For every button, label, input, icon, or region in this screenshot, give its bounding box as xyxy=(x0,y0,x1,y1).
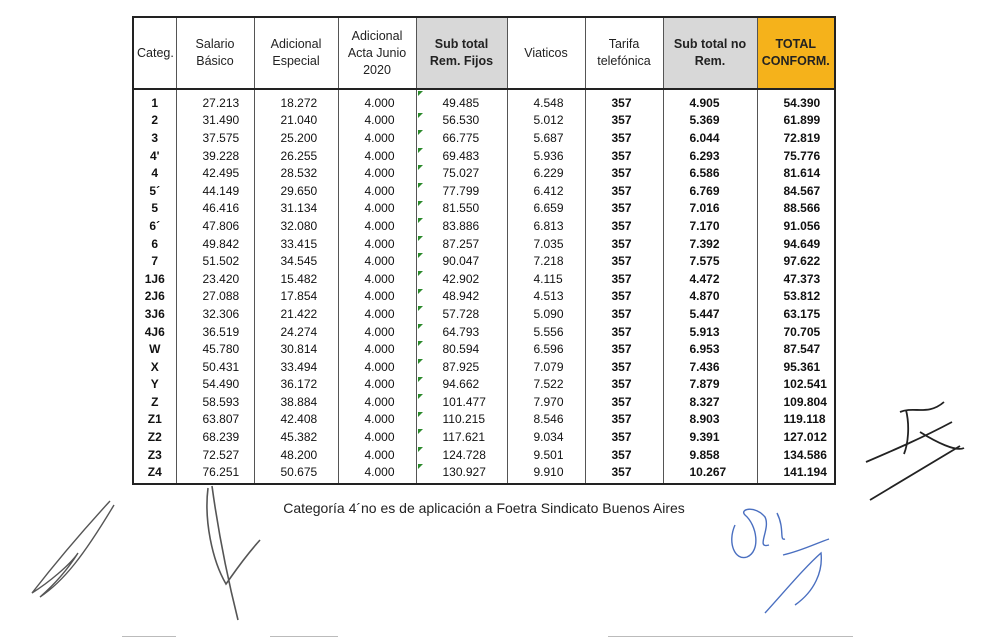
cell-viaticos: 6.659 xyxy=(507,200,585,218)
cell-tarifa: 357 xyxy=(585,288,663,306)
cell-subtotal-rem: 101.477 xyxy=(416,393,507,411)
cell-viaticos: 7.522 xyxy=(507,376,585,394)
cell-subtotal-no-rem: 5.369 xyxy=(663,112,757,130)
cell-categ: X xyxy=(133,358,176,376)
cell-adicional-acta: 4.000 xyxy=(338,89,416,112)
cell-adicional-acta: 4.000 xyxy=(338,288,416,306)
cell-categ: 5´ xyxy=(133,182,176,200)
cell-adicional-acta: 4.000 xyxy=(338,376,416,394)
cell-tarifa: 357 xyxy=(585,129,663,147)
cell-viaticos: 7.079 xyxy=(507,358,585,376)
cell-adicional-acta: 4.000 xyxy=(338,446,416,464)
cell-adicional-especial: 32.080 xyxy=(254,217,338,235)
table-row xyxy=(133,182,835,200)
cell-categ: 4 xyxy=(133,164,176,182)
cell-adicional-acta: 4.000 xyxy=(338,217,416,235)
cell-tarifa: 357 xyxy=(585,270,663,288)
cell-tarifa: 357 xyxy=(585,217,663,235)
cell-subtotal-no-rem: 6.586 xyxy=(663,164,757,182)
cell-viaticos: 7.970 xyxy=(507,393,585,411)
header-categ: Categ. xyxy=(133,17,176,89)
cell-adicional-especial: 34.545 xyxy=(254,252,338,270)
cell-tarifa: 357 xyxy=(585,376,663,394)
cell-total: 84.567 xyxy=(757,182,835,200)
cell-subtotal-rem: 124.728 xyxy=(416,446,507,464)
divider-fragment xyxy=(608,636,853,637)
cell-subtotal-no-rem: 6.769 xyxy=(663,182,757,200)
cell-salario-basico: 51.502 xyxy=(176,252,254,270)
table-row xyxy=(133,305,835,323)
table-row xyxy=(133,376,835,394)
cell-tarifa: 357 xyxy=(585,428,663,446)
table-row xyxy=(133,252,835,270)
header-adicional-especial: Adicional Especial xyxy=(254,17,338,89)
cell-subtotal-no-rem: 4.870 xyxy=(663,288,757,306)
cell-categ: 6 xyxy=(133,235,176,253)
cell-adicional-acta: 4.000 xyxy=(338,411,416,429)
cell-adicional-acta: 4.000 xyxy=(338,235,416,253)
table-row xyxy=(133,323,835,341)
cell-subtotal-rem: 49.485 xyxy=(416,89,507,112)
cell-adicional-acta: 4.000 xyxy=(338,182,416,200)
cell-adicional-especial: 48.200 xyxy=(254,446,338,464)
cell-subtotal-no-rem: 4.905 xyxy=(663,89,757,112)
cell-viaticos: 4.513 xyxy=(507,288,585,306)
cell-subtotal-rem: 48.942 xyxy=(416,288,507,306)
footnote: Categoría 4´no es de aplicación a Foetra Sindicato Buenos Aires xyxy=(283,500,685,516)
cell-adicional-acta: 4.000 xyxy=(338,270,416,288)
signature-blue xyxy=(725,495,835,620)
table-row xyxy=(133,147,835,165)
cell-adicional-especial: 17.854 xyxy=(254,288,338,306)
cell-viaticos: 6.412 xyxy=(507,182,585,200)
cell-subtotal-no-rem: 9.858 xyxy=(663,446,757,464)
header-viaticos: Viaticos xyxy=(507,17,585,89)
cell-categ: Z2 xyxy=(133,428,176,446)
cell-adicional-especial: 33.415 xyxy=(254,235,338,253)
cell-tarifa: 357 xyxy=(585,252,663,270)
cell-subtotal-rem: 66.775 xyxy=(416,129,507,147)
divider-fragment xyxy=(122,636,176,637)
cell-subtotal-rem: 42.902 xyxy=(416,270,507,288)
cell-categ: 1J6 xyxy=(133,270,176,288)
signature-right xyxy=(860,392,970,507)
table-row xyxy=(133,288,835,306)
cell-tarifa: 357 xyxy=(585,200,663,218)
cell-tarifa: 357 xyxy=(585,147,663,165)
cell-total: 81.614 xyxy=(757,164,835,182)
cell-salario-basico: 42.495 xyxy=(176,164,254,182)
cell-total: 119.118 xyxy=(757,411,835,429)
cell-categ: 7 xyxy=(133,252,176,270)
table-row xyxy=(133,358,835,376)
cell-categ: 4J6 xyxy=(133,323,176,341)
cell-subtotal-rem: 57.728 xyxy=(416,305,507,323)
cell-salario-basico: 32.306 xyxy=(176,305,254,323)
cell-subtotal-rem: 130.927 xyxy=(416,463,507,484)
cell-total: 88.566 xyxy=(757,200,835,218)
table-row xyxy=(133,200,835,218)
cell-categ: 3 xyxy=(133,129,176,147)
cell-viaticos: 9.910 xyxy=(507,463,585,484)
cell-total: 70.705 xyxy=(757,323,835,341)
cell-adicional-acta: 4.000 xyxy=(338,305,416,323)
cell-tarifa: 357 xyxy=(585,393,663,411)
cell-subtotal-no-rem: 6.953 xyxy=(663,340,757,358)
cell-categ: 2J6 xyxy=(133,288,176,306)
cell-tarifa: 357 xyxy=(585,164,663,182)
cell-viaticos: 5.687 xyxy=(507,129,585,147)
cell-total: 141.194 xyxy=(757,463,835,484)
cell-viaticos: 7.035 xyxy=(507,235,585,253)
cell-categ: 1 xyxy=(133,89,176,112)
cell-total: 134.586 xyxy=(757,446,835,464)
cell-adicional-acta: 4.000 xyxy=(338,428,416,446)
table-body xyxy=(133,89,835,484)
cell-adicional-especial: 42.408 xyxy=(254,411,338,429)
cell-categ: Z xyxy=(133,393,176,411)
table-row xyxy=(133,217,835,235)
cell-viaticos: 9.034 xyxy=(507,428,585,446)
cell-categ: 5 xyxy=(133,200,176,218)
cell-adicional-especial: 15.482 xyxy=(254,270,338,288)
cell-subtotal-rem: 69.483 xyxy=(416,147,507,165)
cell-adicional-acta: 4.000 xyxy=(338,164,416,182)
cell-adicional-acta: 4.000 xyxy=(338,323,416,341)
cell-adicional-acta: 4.000 xyxy=(338,147,416,165)
divider-fragment xyxy=(270,636,338,637)
cell-adicional-especial: 21.040 xyxy=(254,112,338,130)
cell-total: 63.175 xyxy=(757,305,835,323)
cell-tarifa: 357 xyxy=(585,411,663,429)
cell-adicional-acta: 4.000 xyxy=(338,129,416,147)
cell-total: 109.804 xyxy=(757,393,835,411)
cell-adicional-especial: 31.134 xyxy=(254,200,338,218)
cell-categ: Z4 xyxy=(133,463,176,484)
cell-subtotal-rem: 90.047 xyxy=(416,252,507,270)
cell-total: 95.361 xyxy=(757,358,835,376)
cell-adicional-especial: 25.200 xyxy=(254,129,338,147)
cell-viaticos: 4.115 xyxy=(507,270,585,288)
cell-subtotal-rem: 64.793 xyxy=(416,323,507,341)
cell-tarifa: 357 xyxy=(585,446,663,464)
cell-subtotal-no-rem: 10.267 xyxy=(663,463,757,484)
cell-subtotal-no-rem: 5.447 xyxy=(663,305,757,323)
cell-subtotal-rem: 110.215 xyxy=(416,411,507,429)
cell-subtotal-rem: 94.662 xyxy=(416,376,507,394)
cell-adicional-especial: 29.650 xyxy=(254,182,338,200)
table-row xyxy=(133,89,835,112)
cell-adicional-especial: 30.814 xyxy=(254,340,338,358)
cell-salario-basico: 23.420 xyxy=(176,270,254,288)
cell-subtotal-rem: 75.027 xyxy=(416,164,507,182)
cell-subtotal-no-rem: 6.293 xyxy=(663,147,757,165)
cell-total: 127.012 xyxy=(757,428,835,446)
cell-tarifa: 357 xyxy=(585,235,663,253)
cell-subtotal-no-rem: 9.391 xyxy=(663,428,757,446)
header-adicional-acta: Adicional Acta Junio 2020 xyxy=(338,17,416,89)
cell-subtotal-rem: 87.257 xyxy=(416,235,507,253)
cell-salario-basico: 31.490 xyxy=(176,112,254,130)
cell-viaticos: 6.813 xyxy=(507,217,585,235)
cell-salario-basico: 68.239 xyxy=(176,428,254,446)
cell-adicional-especial: 24.274 xyxy=(254,323,338,341)
cell-viaticos: 6.229 xyxy=(507,164,585,182)
cell-total: 61.899 xyxy=(757,112,835,130)
table-row xyxy=(133,112,835,130)
cell-categ: W xyxy=(133,340,176,358)
cell-tarifa: 357 xyxy=(585,182,663,200)
table-row xyxy=(133,411,835,429)
cell-salario-basico: 50.431 xyxy=(176,358,254,376)
cell-adicional-especial: 18.272 xyxy=(254,89,338,112)
cell-subtotal-rem: 56.530 xyxy=(416,112,507,130)
cell-adicional-acta: 4.000 xyxy=(338,200,416,218)
header-subtotal-no-rem: Sub total no Rem. xyxy=(663,17,757,89)
cell-adicional-acta: 4.000 xyxy=(338,340,416,358)
cell-salario-basico: 45.780 xyxy=(176,340,254,358)
cell-categ: Z1 xyxy=(133,411,176,429)
cell-tarifa: 357 xyxy=(585,305,663,323)
cell-total: 87.547 xyxy=(757,340,835,358)
table-row xyxy=(133,446,835,464)
cell-salario-basico: 44.149 xyxy=(176,182,254,200)
cell-subtotal-no-rem: 7.575 xyxy=(663,252,757,270)
cell-tarifa: 357 xyxy=(585,463,663,484)
cell-adicional-acta: 4.000 xyxy=(338,393,416,411)
header-row xyxy=(133,17,835,89)
signature-center-left xyxy=(198,480,268,630)
cell-adicional-especial: 36.172 xyxy=(254,376,338,394)
cell-subtotal-no-rem: 4.472 xyxy=(663,270,757,288)
cell-subtotal-rem: 80.594 xyxy=(416,340,507,358)
cell-viaticos: 9.501 xyxy=(507,446,585,464)
cell-adicional-acta: 4.000 xyxy=(338,463,416,484)
table-row xyxy=(133,270,835,288)
cell-total: 97.622 xyxy=(757,252,835,270)
cell-subtotal-no-rem: 8.903 xyxy=(663,411,757,429)
table-row xyxy=(133,340,835,358)
cell-viaticos: 4.548 xyxy=(507,89,585,112)
cell-viaticos: 6.596 xyxy=(507,340,585,358)
cell-salario-basico: 63.807 xyxy=(176,411,254,429)
table-row xyxy=(133,235,835,253)
cell-tarifa: 357 xyxy=(585,89,663,112)
cell-subtotal-no-rem: 7.392 xyxy=(663,235,757,253)
cell-subtotal-rem: 77.799 xyxy=(416,182,507,200)
cell-salario-basico: 49.842 xyxy=(176,235,254,253)
cell-viaticos: 7.218 xyxy=(507,252,585,270)
cell-categ: Z3 xyxy=(133,446,176,464)
cell-subtotal-no-rem: 6.044 xyxy=(663,129,757,147)
cell-total: 102.541 xyxy=(757,376,835,394)
salary-table xyxy=(132,16,836,485)
cell-salario-basico: 54.490 xyxy=(176,376,254,394)
signature-left xyxy=(18,495,128,605)
cell-viaticos: 5.012 xyxy=(507,112,585,130)
cell-viaticos: 5.090 xyxy=(507,305,585,323)
cell-salario-basico: 46.416 xyxy=(176,200,254,218)
cell-tarifa: 357 xyxy=(585,112,663,130)
cell-salario-basico: 36.519 xyxy=(176,323,254,341)
cell-adicional-especial: 33.494 xyxy=(254,358,338,376)
table-row xyxy=(133,428,835,446)
cell-tarifa: 357 xyxy=(585,358,663,376)
cell-categ: 4' xyxy=(133,147,176,165)
table-row xyxy=(133,393,835,411)
cell-subtotal-no-rem: 7.016 xyxy=(663,200,757,218)
cell-subtotal-no-rem: 7.879 xyxy=(663,376,757,394)
cell-categ: 6´ xyxy=(133,217,176,235)
cell-viaticos: 5.556 xyxy=(507,323,585,341)
cell-salario-basico: 37.575 xyxy=(176,129,254,147)
cell-tarifa: 357 xyxy=(585,340,663,358)
cell-salario-basico: 58.593 xyxy=(176,393,254,411)
cell-categ: 3J6 xyxy=(133,305,176,323)
cell-subtotal-rem: 81.550 xyxy=(416,200,507,218)
cell-tarifa: 357 xyxy=(585,323,663,341)
cell-adicional-especial: 28.532 xyxy=(254,164,338,182)
cell-total: 72.819 xyxy=(757,129,835,147)
cell-salario-basico: 76.251 xyxy=(176,463,254,484)
cell-adicional-especial: 50.675 xyxy=(254,463,338,484)
cell-adicional-especial: 21.422 xyxy=(254,305,338,323)
cell-categ: 2 xyxy=(133,112,176,130)
header-salario-basico: Salario Básico xyxy=(176,17,254,89)
cell-salario-basico: 47.806 xyxy=(176,217,254,235)
cell-adicional-acta: 4.000 xyxy=(338,252,416,270)
cell-subtotal-rem: 87.925 xyxy=(416,358,507,376)
table-row xyxy=(133,129,835,147)
cell-total: 75.776 xyxy=(757,147,835,165)
cell-subtotal-no-rem: 8.327 xyxy=(663,393,757,411)
cell-adicional-especial: 38.884 xyxy=(254,393,338,411)
header-subtotal-rem: Sub total Rem. Fijos xyxy=(416,17,507,89)
table-row xyxy=(133,164,835,182)
cell-viaticos: 8.546 xyxy=(507,411,585,429)
cell-subtotal-no-rem: 7.436 xyxy=(663,358,757,376)
cell-total: 53.812 xyxy=(757,288,835,306)
cell-salario-basico: 72.527 xyxy=(176,446,254,464)
cell-adicional-especial: 26.255 xyxy=(254,147,338,165)
cell-viaticos: 5.936 xyxy=(507,147,585,165)
cell-salario-basico: 27.213 xyxy=(176,89,254,112)
cell-subtotal-rem: 117.621 xyxy=(416,428,507,446)
cell-categ: Y xyxy=(133,376,176,394)
cell-total: 47.373 xyxy=(757,270,835,288)
cell-adicional-acta: 4.000 xyxy=(338,112,416,130)
cell-salario-basico: 39.228 xyxy=(176,147,254,165)
cell-total: 94.649 xyxy=(757,235,835,253)
header-total: TOTAL CONFORM. xyxy=(757,17,835,89)
cell-adicional-acta: 4.000 xyxy=(338,358,416,376)
cell-total: 91.056 xyxy=(757,217,835,235)
cell-subtotal-no-rem: 7.170 xyxy=(663,217,757,235)
header-tarifa: Tarifa telefónica xyxy=(585,17,663,89)
cell-adicional-especial: 45.382 xyxy=(254,428,338,446)
cell-salario-basico: 27.088 xyxy=(176,288,254,306)
cell-subtotal-rem: 83.886 xyxy=(416,217,507,235)
cell-total: 54.390 xyxy=(757,89,835,112)
cell-subtotal-no-rem: 5.913 xyxy=(663,323,757,341)
